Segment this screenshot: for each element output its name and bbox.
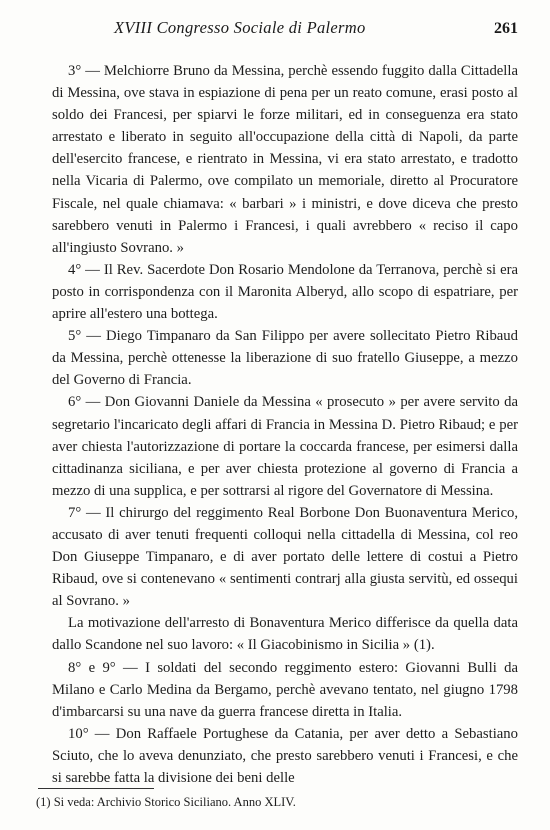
footnote: (1) Si veda: Archivio Storico Siciliano. Anno XLIV.: [36, 795, 296, 809]
paragraph-motivazione: La motivazione dell'arresto di Bonaventura Merico differisce da quella data dallo Scandone nel suo lavoro: « Il Giacobinismo in Sicilia » (1).: [52, 615, 518, 654]
paragraph-item-8-9: 8° e 9° — I soldati del secondo reggimento estero: Giovanni Bulli da Milano e Carlo Medina da Bergamo, perchè avevano tentato, nel giugno 1798 d'imbarcarsi su una nave da guerra francese diretta in Italia.: [52, 659, 518, 720]
body-text: [52, 60, 518, 789]
header-title: XVIII Congresso Sociale di Palermo: [114, 18, 366, 37]
paragraph-item-4: 4° — Il Rev. Sacerdote Don Rosario Mendolone da Terranova, perchè si era posto in corrispondenza con il Maronita Alberyd, allo scopo di espatriare, per aprire all'estero una bottega.: [52, 261, 518, 323]
paragraph-item-10: 10° — Don Raffaele Portughese da Catania, per aver detto a Sebastiano Sciuto, che lo aveva denunziato, che presto sarebbero venuti i Francesi, e che si sarebbe fatta la divisione dei beni delle: [52, 725, 518, 786]
running-header: [48, 18, 518, 42]
page-number: 261: [494, 20, 518, 37]
paragraph-item-7: 7° — Il chirurgo del reggimento Real Borbone Don Buonaventura Merico, accusato di aver tenuti frequenti colloqui nella cittadella di Messina, col reo Don Giuseppe Timpanaro, e di aver portato delle lettere di costui a Pietro Ribaud, ove si contenevano « sentimenti contrarj alla giusta servitù, ed ossequi al Sovrano. »: [52, 504, 518, 610]
paragraph-item-6: 6° — Don Giovanni Daniele da Messina « prosecuto » per avere servito da segretario l'incaricato degli affari di Francia in Messina D. Pietro Ribaud; e per aver chiesta l'autorizzazione di portare la coccarda francese, per esimersi dalla cittadinanza siciliana, e per aver chiesta protezione al governo di Francia a mezzo di una supplica, e per sottrarsi al rigore del Governatore di Messina.: [52, 394, 518, 499]
paragraph-item-3: 3° — Melchiorre Bruno da Messina, perchè essendo fuggito dalla Cittadella di Messina, ove stava in espiazione di pena per un reato comune, erasi posto al soldo dei Francesi, per spiarvi le forze militari, ed in conseguenza era stato arrestato e liberato in seguito all'occupazione della città di Napoli, da parte dell'esercito francese, e rientrato in Messina, vi era stato arrestato, e tradotto nella Vicaria di Palermo, ove compilato un memoriale, diretto al Procuratore Fiscale, nel quale chiamava: « barbari » i ministri, e dove diceva che presto sarebbero venuti in Palermo i Francesi, i quali avrebbero « reciso il capo all'ingiusto Sovrano. »: [52, 63, 518, 256]
paragraph-item-5: 5° — Diego Timpanaro da San Filippo per avere sollecitato Pietro Ribaud da Messina, perchè ottenesse la liberazione di suo fratello Giuseppe, a mezzo del Governo di Francia.: [52, 328, 518, 389]
footnote-divider: [38, 788, 154, 789]
